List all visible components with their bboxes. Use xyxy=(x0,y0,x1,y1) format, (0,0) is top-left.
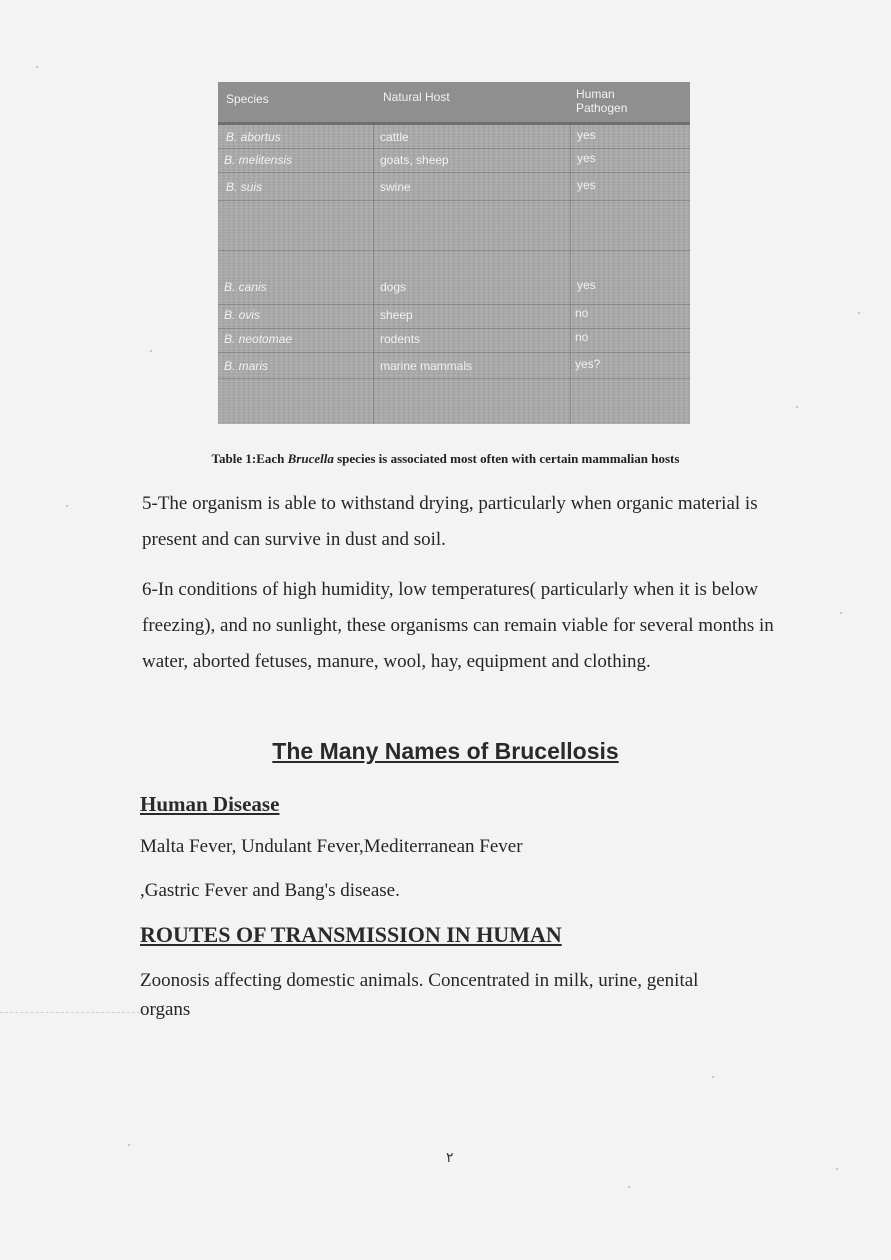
table-cell-species: B. ovis xyxy=(224,308,261,322)
brucella-species-table xyxy=(218,82,690,424)
table-cell-species: B. melitensis xyxy=(224,153,293,167)
scan-speck xyxy=(628,1186,630,1188)
table-row-divider xyxy=(218,200,690,201)
table-row-divider xyxy=(218,148,690,149)
scan-speck xyxy=(36,66,38,68)
table-header-row xyxy=(218,82,690,125)
table-row-divider xyxy=(218,378,690,379)
scan-speck xyxy=(712,1076,714,1078)
section-title: The Many Names of Brucellosis xyxy=(272,738,619,764)
disease-names-line-2: ,Gastric Fever and Bang's disease. xyxy=(140,880,400,901)
scan-speck xyxy=(128,1144,130,1146)
table-cell-species: B. suis xyxy=(226,180,263,194)
table-cell-host: dogs xyxy=(380,280,407,294)
table-cell-species: B. maris xyxy=(224,359,269,373)
table-header-natural-host: Natural Host xyxy=(383,90,450,104)
table-row-divider xyxy=(218,328,690,329)
table-cell-host: rodents xyxy=(380,332,421,346)
scan-speck xyxy=(840,612,842,614)
table-row-divider xyxy=(218,172,690,173)
table-cell-pathogen: yes xyxy=(577,278,596,292)
table-cell-species: B. abortus xyxy=(226,130,281,144)
disease-names-line-1: Malta Fever, Undulant Fever,Mediterranean Fever xyxy=(140,836,523,857)
table-cell-pathogen: no xyxy=(575,306,589,320)
table-header-human-pathogen: Human Pathogen xyxy=(576,87,628,115)
table-cell-host: sheep xyxy=(380,308,413,322)
table-cell-host: goats, sheep xyxy=(380,153,449,167)
table-cell-host: swine xyxy=(380,180,411,194)
scan-speck xyxy=(836,1168,838,1170)
table-row-divider xyxy=(218,250,690,251)
scan-speck xyxy=(150,350,152,352)
table-cell-host: marine mammals xyxy=(380,359,473,373)
paragraph-6: 6-In conditions of high humidity, low temperatures( particularly when it is below freezing), and no sunlight, these organisms can remain viable for several months in water, aborted fetuses, manure, wool, hay, equipment and clothing. xyxy=(142,579,774,672)
human-disease-heading: Human Disease xyxy=(140,792,280,816)
table-row-divider xyxy=(218,304,690,305)
table-row-divider xyxy=(218,352,690,353)
table-cell-pathogen: yes xyxy=(577,178,596,192)
table-caption xyxy=(0,451,891,467)
scan-speck xyxy=(858,312,860,314)
table-header-species: Species xyxy=(226,92,269,106)
caption-suffix: species is associated most often with certain mammalian hosts xyxy=(333,451,680,466)
routes-text: Zoonosis affecting domestic animals. Concentrated in milk, urine, genital organs xyxy=(140,970,699,1020)
table-cell-species: B. neotomae xyxy=(224,332,293,346)
caption-prefix: Table 1:Each xyxy=(211,451,288,466)
paragraph-5: 5-The organism is able to withstand drying, particularly when organic material is present and can survive in dust and soil. xyxy=(142,493,758,550)
table-cell-host: cattle xyxy=(380,130,409,144)
scan-speck xyxy=(796,406,798,408)
scan-speck xyxy=(66,505,68,507)
table-cell-pathogen: yes xyxy=(577,151,596,165)
table-cell-pathogen: yes? xyxy=(575,357,601,371)
page-number: ٢ xyxy=(446,1151,454,1166)
table-cell-species: B. canis xyxy=(224,280,267,294)
table-cell-pathogen: no xyxy=(575,330,589,344)
scan-artifact-line xyxy=(0,1012,140,1013)
routes-heading: ROUTES OF TRANSMISSION IN HUMAN xyxy=(140,922,562,947)
caption-genus: Brucella xyxy=(287,451,334,466)
table-cell-pathogen: yes xyxy=(577,128,596,142)
